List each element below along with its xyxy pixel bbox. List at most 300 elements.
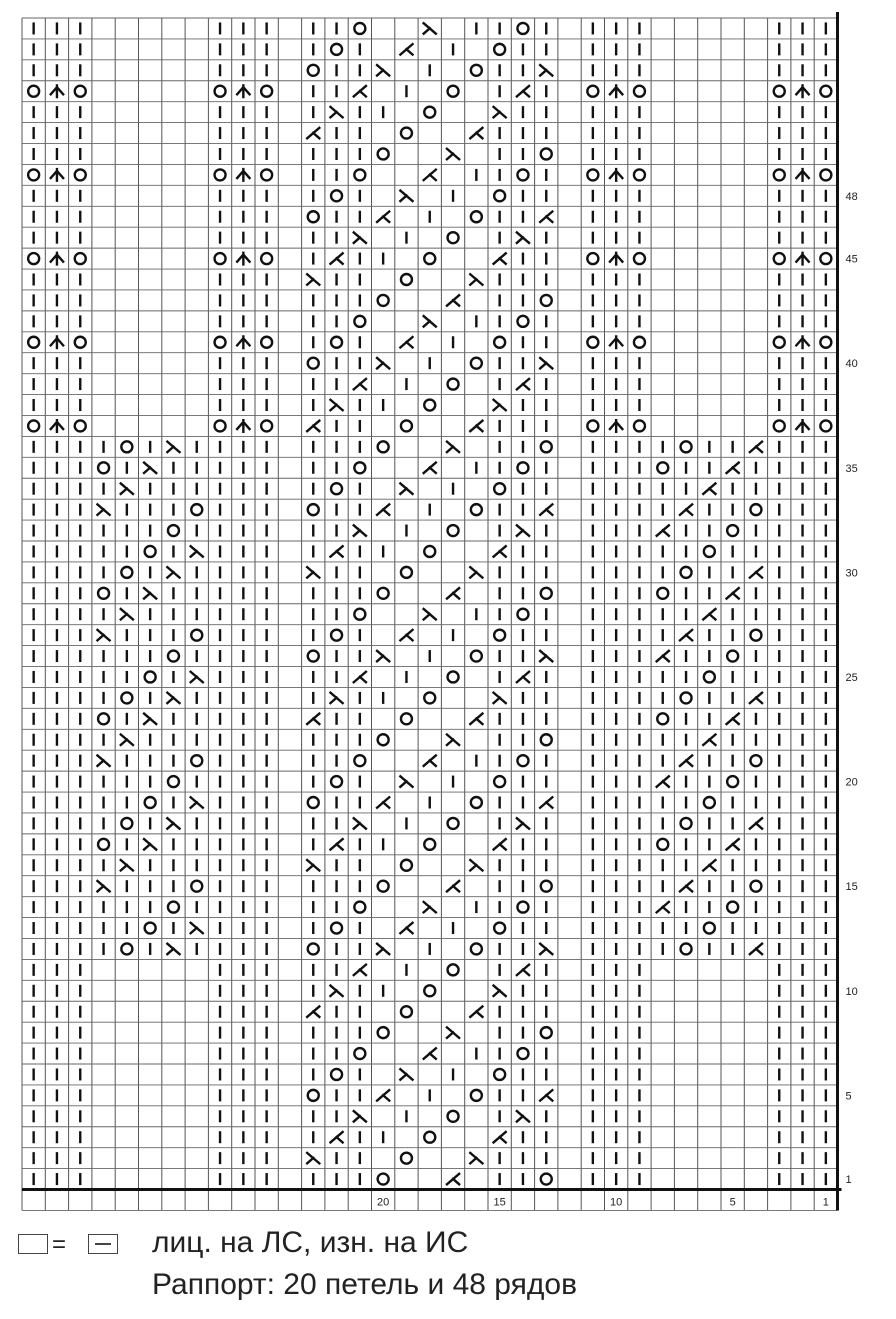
decrease-mark [120, 608, 134, 620]
central-double-decrease-mark [236, 168, 250, 182]
decrease-mark [493, 545, 507, 557]
yarn-over-mark [378, 588, 389, 599]
yarn-over-mark [517, 755, 528, 766]
yarn-over-mark [401, 1153, 412, 1164]
yarn-over-mark [75, 337, 86, 348]
decrease-mark [166, 566, 180, 578]
central-double-decrease-mark [236, 252, 250, 266]
yarn-over-mark [471, 651, 482, 662]
decrease-mark [469, 274, 483, 286]
yarn-over-mark [75, 169, 86, 180]
yarn-over-mark [587, 169, 598, 180]
yarn-over-mark [215, 253, 226, 264]
row-number-label: 30 [845, 567, 858, 580]
yarn-over-mark [308, 651, 319, 662]
yarn-over-mark [354, 755, 365, 766]
yarn-over-mark [75, 420, 86, 431]
yarn-over-mark [98, 462, 109, 473]
decrease-mark [446, 880, 460, 892]
decrease-mark [306, 274, 320, 286]
decrease-mark [306, 1006, 320, 1018]
yarn-over-mark [587, 253, 598, 264]
decrease-mark [376, 504, 390, 516]
decrease-mark [423, 608, 437, 620]
yarn-over-mark [657, 588, 668, 599]
decrease-mark [446, 441, 460, 453]
yarn-over-mark [424, 692, 435, 703]
decrease-mark [306, 1152, 320, 1164]
yarn-over-mark [98, 588, 109, 599]
yarn-over-mark [634, 86, 645, 97]
decrease-mark [539, 797, 553, 809]
row-number-label: 40 [845, 358, 858, 371]
yarn-over-mark [820, 337, 831, 348]
yarn-over-mark [774, 253, 785, 264]
yarn-over-mark [494, 923, 505, 934]
yarn-over-mark [401, 1006, 412, 1017]
decrease-mark [656, 525, 670, 537]
decrease-mark [469, 1006, 483, 1018]
yarn-over-mark [750, 755, 761, 766]
decrease-mark [423, 315, 437, 327]
decrease-mark [493, 985, 507, 997]
decrease-mark [679, 504, 693, 516]
decrease-mark [97, 504, 111, 516]
yarn-over-mark [331, 190, 342, 201]
yarn-over-mark [448, 525, 459, 536]
decrease-mark [516, 964, 530, 976]
yarn-over-mark [774, 420, 785, 431]
yarn-over-mark [308, 65, 319, 76]
decrease-mark [469, 127, 483, 139]
yarn-over-mark [121, 567, 132, 578]
decrease-mark [702, 608, 716, 620]
yarn-over-mark [681, 567, 692, 578]
decrease-mark [97, 755, 111, 767]
yarn-over-mark [424, 985, 435, 996]
row-number-label: 5 [845, 1090, 852, 1103]
yarn-over-mark [494, 483, 505, 494]
yarn-over-mark [517, 1048, 528, 1059]
decrease-mark [190, 545, 204, 557]
decrease-mark [702, 859, 716, 871]
column-number-label: 20 [377, 1196, 390, 1209]
yarn-over-mark [378, 881, 389, 892]
yarn-over-mark [727, 902, 738, 913]
yarn-over-mark [681, 818, 692, 829]
yarn-over-mark [424, 400, 435, 411]
decrease-mark [679, 880, 693, 892]
decrease-mark [423, 755, 437, 767]
yarn-over-mark [354, 609, 365, 620]
yarn-over-mark [145, 546, 156, 557]
decrease-mark [376, 797, 390, 809]
decrease-mark [493, 253, 507, 265]
decrease-mark [516, 817, 530, 829]
yarn-over-mark [587, 420, 598, 431]
decrease-mark [143, 462, 157, 474]
yarn-over-mark [517, 169, 528, 180]
row-number-label: 20 [845, 776, 858, 789]
yarn-over-mark [541, 148, 552, 159]
decrease-mark [749, 566, 763, 578]
decrease-mark [399, 629, 413, 641]
decrease-mark [539, 357, 553, 369]
yarn-over-mark [541, 881, 552, 892]
decrease-mark [446, 1173, 460, 1185]
yarn-over-mark [657, 462, 668, 473]
yarn-over-mark [121, 441, 132, 452]
yarn-over-mark [354, 23, 365, 34]
yarn-over-mark [331, 483, 342, 494]
yarn-over-mark [354, 169, 365, 180]
yarn-over-mark [424, 839, 435, 850]
yarn-over-mark [168, 525, 179, 536]
yarn-over-mark [215, 86, 226, 97]
row-number-label: 48 [845, 190, 858, 203]
decrease-mark [399, 483, 413, 495]
decrease-mark [749, 692, 763, 704]
decrease-mark [446, 1027, 460, 1039]
yarn-over-mark [494, 630, 505, 641]
decrease-mark [353, 671, 367, 683]
yarn-over-mark [494, 44, 505, 55]
yarn-over-mark [704, 546, 715, 557]
decrease-mark [306, 420, 320, 432]
yarn-over-mark [424, 107, 435, 118]
central-double-decrease-mark [796, 335, 810, 349]
decrease-mark [399, 1068, 413, 1080]
decrease-mark [423, 22, 437, 34]
yarn-over-mark [424, 253, 435, 264]
yarn-over-mark [541, 1174, 552, 1185]
decrease-mark [353, 525, 367, 537]
yarn-over-mark [820, 420, 831, 431]
yarn-over-mark [634, 337, 645, 348]
central-double-decrease-mark [609, 84, 623, 98]
decrease-mark [330, 545, 344, 557]
decrease-mark [749, 817, 763, 829]
decrease-mark [516, 378, 530, 390]
yarn-over-mark [471, 1090, 482, 1101]
yarn-over-mark [704, 923, 715, 934]
dash-square-icon [88, 1234, 118, 1254]
repeat-text: Раппорт: 20 петель и 48 рядов [152, 1268, 578, 1301]
yarn-over-mark [28, 86, 39, 97]
yarn-over-mark [424, 1132, 435, 1143]
yarn-over-mark [354, 1048, 365, 1059]
yarn-over-mark [494, 1069, 505, 1080]
decrease-mark [446, 294, 460, 306]
central-double-decrease-mark [236, 335, 250, 349]
decrease-mark [330, 1131, 344, 1143]
yarn-over-mark [168, 776, 179, 787]
decrease-mark [330, 692, 344, 704]
decrease-mark [190, 922, 204, 934]
yarn-over-mark [448, 232, 459, 243]
decrease-mark [656, 901, 670, 913]
decrease-mark [97, 880, 111, 892]
decrease-mark [190, 671, 204, 683]
decrease-mark [330, 838, 344, 850]
decrease-mark [493, 106, 507, 118]
yarn-over-mark [28, 169, 39, 180]
central-double-decrease-mark [50, 419, 64, 433]
yarn-over-mark [541, 1027, 552, 1038]
yarn-over-mark [471, 358, 482, 369]
yarn-over-mark [308, 211, 319, 222]
yarn-over-mark [261, 169, 272, 180]
row-number-label: 25 [845, 671, 858, 684]
yarn-over-mark [587, 337, 598, 348]
decrease-mark [469, 713, 483, 725]
decrease-mark [353, 1110, 367, 1122]
decrease-mark [399, 922, 413, 934]
decrease-mark [446, 148, 460, 160]
yarn-over-mark [634, 253, 645, 264]
yarn-over-mark [401, 128, 412, 139]
decrease-mark [469, 1152, 483, 1164]
decrease-mark [330, 399, 344, 411]
yarn-over-mark [471, 65, 482, 76]
decrease-mark [353, 964, 367, 976]
decrease-mark [539, 211, 553, 223]
yarn-over-mark [657, 713, 668, 724]
decrease-mark [493, 838, 507, 850]
yarn-over-mark [121, 692, 132, 703]
decrease-mark [143, 838, 157, 850]
yarn-over-mark [215, 169, 226, 180]
decrease-mark [166, 943, 180, 955]
decrease-mark [539, 650, 553, 662]
decrease-mark [399, 190, 413, 202]
yarn-over-mark [541, 295, 552, 306]
decrease-mark [166, 441, 180, 453]
decrease-mark [376, 357, 390, 369]
decrease-mark [120, 859, 134, 871]
decrease-mark [423, 462, 437, 474]
decrease-mark [376, 943, 390, 955]
decrease-mark [423, 169, 437, 181]
decrease-mark [376, 650, 390, 662]
decrease-mark [493, 1131, 507, 1143]
decrease-mark [166, 817, 180, 829]
decrease-mark [469, 420, 483, 432]
yarn-over-mark [517, 902, 528, 913]
yarn-over-mark [657, 839, 668, 850]
yarn-over-mark [308, 504, 319, 515]
decrease-mark [306, 713, 320, 725]
yarn-over-mark [634, 169, 645, 180]
equals-sign: = [52, 1231, 67, 1258]
yarn-over-mark [331, 776, 342, 787]
yarn-over-mark [681, 692, 692, 703]
yarn-over-mark [471, 504, 482, 515]
yarn-over-mark [517, 609, 528, 620]
yarn-over-mark [401, 274, 412, 285]
yarn-over-mark [471, 211, 482, 222]
yarn-over-mark [331, 630, 342, 641]
decrease-mark [376, 1089, 390, 1101]
central-double-decrease-mark [796, 168, 810, 182]
central-double-decrease-mark [609, 252, 623, 266]
decrease-mark [306, 566, 320, 578]
yarn-over-mark [517, 316, 528, 327]
decrease-mark [539, 1089, 553, 1101]
decrease-mark [656, 650, 670, 662]
yarn-over-mark [308, 797, 319, 808]
row-number-label: 15 [845, 881, 858, 894]
decrease-mark [353, 232, 367, 244]
yarn-over-mark [704, 671, 715, 682]
central-double-decrease-mark [796, 84, 810, 98]
yarn-over-mark [471, 797, 482, 808]
yarn-over-mark [331, 1069, 342, 1080]
yarn-over-mark [331, 923, 342, 934]
yarn-over-mark [820, 253, 831, 264]
yarn-over-mark [774, 169, 785, 180]
yarn-over-mark [168, 902, 179, 913]
yarn-over-mark [820, 169, 831, 180]
decrease-mark [330, 985, 344, 997]
yarn-over-mark [704, 797, 715, 808]
yarn-over-mark [191, 630, 202, 641]
yarn-over-mark [448, 964, 459, 975]
decrease-mark [399, 776, 413, 788]
yarn-over-mark [448, 86, 459, 97]
decrease-mark [539, 943, 553, 955]
decrease-mark [353, 378, 367, 390]
decrease-mark [726, 838, 740, 850]
decrease-mark [446, 587, 460, 599]
yarn-over-mark [471, 943, 482, 954]
central-double-decrease-mark [50, 84, 64, 98]
decrease-mark [166, 692, 180, 704]
yarn-over-mark [820, 86, 831, 97]
yarn-over-mark [681, 441, 692, 452]
yarn-over-mark [378, 295, 389, 306]
decrease-mark [702, 734, 716, 746]
central-double-decrease-mark [796, 252, 810, 266]
central-double-decrease-mark [50, 335, 64, 349]
legend-text: лиц. на ЛС, изн. на ИС [152, 1226, 469, 1259]
decrease-mark [469, 566, 483, 578]
yarn-over-mark [401, 713, 412, 724]
decrease-mark [516, 525, 530, 537]
empty-square-icon [18, 1234, 48, 1254]
yarn-over-mark [448, 1111, 459, 1122]
yarn-over-mark [331, 44, 342, 55]
yarn-over-mark [28, 337, 39, 348]
central-double-decrease-mark [236, 84, 250, 98]
decrease-mark [726, 713, 740, 725]
yarn-over-mark [191, 504, 202, 515]
yarn-over-mark [145, 797, 156, 808]
yarn-over-mark [354, 316, 365, 327]
yarn-over-mark [727, 525, 738, 536]
yarn-over-mark [261, 337, 272, 348]
decrease-mark [679, 755, 693, 767]
column-number-label: 15 [493, 1196, 506, 1209]
decrease-mark [539, 64, 553, 76]
row-number-label: 1 [845, 1174, 852, 1187]
yarn-over-mark [517, 462, 528, 473]
decrease-mark [330, 106, 344, 118]
yarn-over-mark [378, 1174, 389, 1185]
yarn-over-mark [168, 651, 179, 662]
yarn-over-mark [401, 420, 412, 431]
central-double-decrease-mark [50, 252, 64, 266]
central-double-decrease-mark [609, 419, 623, 433]
central-double-decrease-mark [796, 419, 810, 433]
decrease-mark [446, 734, 460, 746]
yarn-over-mark [191, 755, 202, 766]
yarn-over-mark [261, 86, 272, 97]
decrease-mark [726, 587, 740, 599]
decrease-mark [726, 462, 740, 474]
decrease-mark [493, 692, 507, 704]
yarn-over-mark [75, 253, 86, 264]
legend [18, 1226, 878, 1266]
decrease-mark [516, 232, 530, 244]
yarn-over-mark [750, 881, 761, 892]
yarn-over-mark [727, 776, 738, 787]
yarn-over-mark [448, 379, 459, 390]
row-number-label: 10 [845, 985, 858, 998]
yarn-over-mark [261, 253, 272, 264]
column-number-label: 1 [822, 1196, 829, 1209]
yarn-over-mark [308, 1090, 319, 1101]
decrease-mark [493, 399, 507, 411]
yarn-over-mark [28, 420, 39, 431]
yarn-over-mark [215, 420, 226, 431]
yarn-over-mark [98, 839, 109, 850]
row-number-label: 35 [845, 462, 858, 475]
yarn-over-mark [448, 671, 459, 682]
yarn-over-mark [448, 818, 459, 829]
yarn-over-mark [331, 337, 342, 348]
decrease-mark [376, 64, 390, 76]
yarn-over-mark [727, 651, 738, 662]
yarn-over-mark [378, 734, 389, 745]
central-double-decrease-mark [50, 168, 64, 182]
yarn-over-mark [774, 337, 785, 348]
yarn-over-mark [261, 420, 272, 431]
yarn-over-mark [75, 86, 86, 97]
decrease-mark [749, 943, 763, 955]
decrease-mark [539, 504, 553, 516]
row-number-label: 45 [845, 253, 858, 266]
decrease-mark [190, 797, 204, 809]
decrease-mark [679, 629, 693, 641]
yarn-over-mark [308, 358, 319, 369]
yarn-over-mark [191, 881, 202, 892]
decrease-mark [120, 734, 134, 746]
decrease-mark [120, 483, 134, 495]
yarn-over-mark [378, 441, 389, 452]
yarn-over-mark [378, 148, 389, 159]
decrease-mark [376, 211, 390, 223]
yarn-over-mark [587, 86, 598, 97]
yarn-over-mark [494, 776, 505, 787]
decrease-mark [353, 85, 367, 97]
decrease-mark [399, 43, 413, 55]
yarn-over-mark [401, 860, 412, 871]
yarn-over-mark [308, 943, 319, 954]
decrease-mark [423, 901, 437, 913]
yarn-over-mark [541, 588, 552, 599]
decrease-mark [330, 253, 344, 265]
